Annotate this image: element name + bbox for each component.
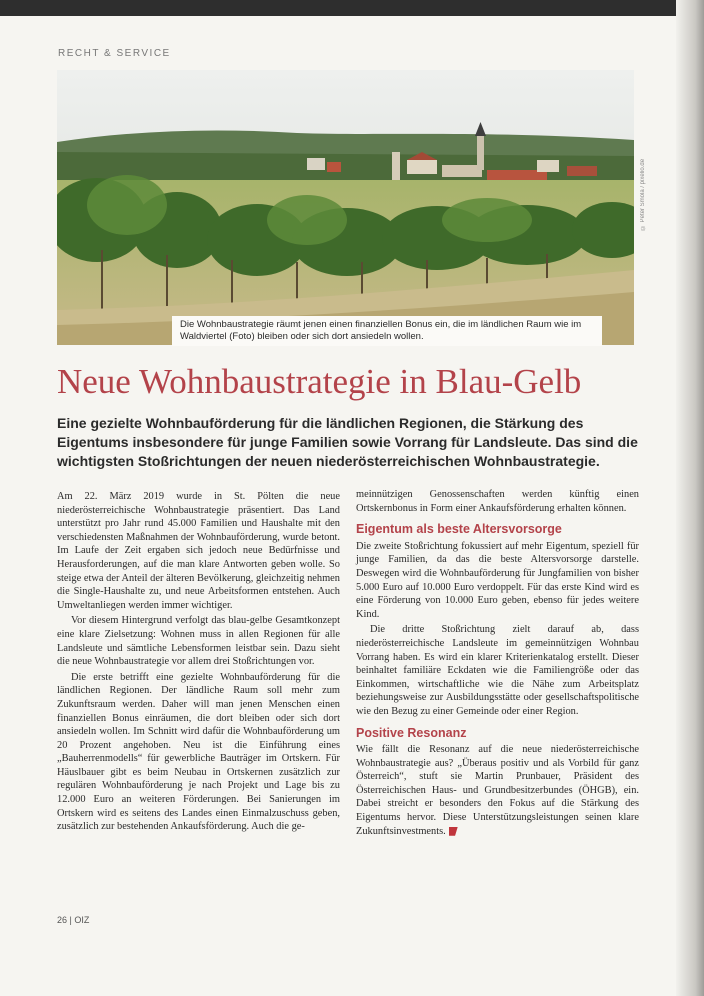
photo-caption: Die Wohnbaustrategie räumt jenen einen finanziellen Bonus ein, die im ländlichen Raum wie im Waldviertel (Foto) bleiben oder sich dort ansiedeln wollen. xyxy=(172,316,602,346)
scan-top-edge xyxy=(0,0,704,16)
page-gutter-shadow xyxy=(676,0,704,996)
paragraph-final-text: Wie fällt die Resonanz auf die neue niederösterreichische Wohnbaustrategie aus? „Überaus positiv und als Vorbild für ganz Österreich“, stuft sie Martin Prunbauer, Präsident des Österreichischen Haus- und Grundbesitzerbundes (ÖHGB), ein. Dabei streicht er besonders den Fokus auf die Stärkung des Eigentums hervor. Diese Unterstützungsleistungen seinen klare Zukunftsinvestments. xyxy=(356,744,639,837)
vineyard-photo xyxy=(57,70,634,345)
paragraph: Vor diesem Hintergrund verfolgt das blau-gelbe Gesamtkonzept eine klare Zielsetzung: Wohnen muss in allen Regionen für alle Landsleute und sämtliche Lebensformen leistbar sein. Dazu sieht die neue Wohnbaustrategie vor allem drei Stoßrichtungen vor. xyxy=(57,615,340,668)
paragraph: Die erste betrifft eine gezielte Wohnbauförderung für die ländlichen Regionen. Der ländliche Raum soll mehr zum Zukunftsraum werden. Daher will man jenen Menschen einen finanziellen Bonus einräumen, die dort bleiben oder sich dort ansiedeln wollen. Im Schnitt wird dafür die Wohnbauförderung um 20 Prozent angehoben. Neu ist die Einführung eines „Bauherrenmodells“ für gewerbliche Bauträger im Ortskern. Für Häuslbauer gibt es beim Neubau in Ortskernen zusätzlich zur regulären Wohnbauförderung je nach Projekt und Lage bis zu 12.000 Euro an weiteren Förderungen. Bei Sanierungen im Ortskern wird es seitens des Landes einen Einmalzuschuss geben, zusätzlich zur bestehenden Ankaufsförderung. Auch die ge- xyxy=(57,671,340,833)
paragraph: Die dritte Stoßrichtung zielt darauf ab, dass niederösterreichische Landsleute im gemeinnützigen Wohnbau Vorrang haben. Es wird ein klarer Kriterienkatalog erstellt. Dieser beinhaltet familiäre Eckdaten wie die Familiengröße oder das Einkommen, wirtschaftliche wie die Nähe zum Arbeitsplatz beziehungsweise zur Ausbildungsstätte oder gesellschaftspolitische wie den Bezug zu einer Gemeinde oder einer Region. xyxy=(356,624,639,717)
page-folio: 26 | OIZ xyxy=(57,915,90,925)
end-mark-icon xyxy=(449,827,458,836)
subheading-eigentum: Eigentum als beste Altersvorsorge xyxy=(356,522,562,537)
subheading-resonanz: Positive Resonanz xyxy=(356,725,467,740)
paragraph: meinnützigen Genossenschaften werden künftig einen Ortskernbonus in Form einer Ankaufsförderung erhalten können. xyxy=(356,489,639,514)
article-lead: Eine gezielte Wohnbauförderung für die ländlichen Regionen, die Stärkung des Eigentums insbesondere für junge Familien sowie Vorrang für Landsleute. Das sind die wichtigsten Stoßrichtungen der neuen niederösterreichischen Wohnbaustrategie. xyxy=(57,415,638,469)
paragraph-final xyxy=(356,743,639,838)
article-headline: Neue Wohnbaustrategie in Blau-Gelb xyxy=(57,362,582,401)
paragraph: Am 22. März 2019 wurde in St. Pölten die neue niederösterreichische Wohnbaustrategie präsentiert. Das Land unterstützt pro Jahr rund 45.000 Familien und Haushalte mit den verschiedensten Maßnahmen der Wohnbauförderung, wurde betont. Im Laufe der Zeit ergaben sich jedoch neue Bedürfnisse und Herausforderungen, auf die man klare Antworten geben wolle. So steige etwa der Anteil der älteren Bevölkerung, gleichzeitig nehmen die Single-Haushalte zu, und neue Arbeitsformen entstehen. Auch Umweltanliegen werden immer wichtiger. xyxy=(57,491,340,611)
section-label: RECHT & SERVICE xyxy=(58,48,171,59)
text-column-left xyxy=(57,490,340,836)
paragraph: Die zweite Stoßrichtung fokussiert auf mehr Eigentum, speziell für junge Familien, da das die beste Altersvorsorge darstelle. Deswegen wird die Wohnbauförderung für Jungfamilien von bisher 5.000 Euro auf 10.000 Euro verdoppelt. Für das erste Kind wird es eine Förderung von 10.000 Euro geben, ebenso für jedes weitere Kind. xyxy=(356,540,639,620)
photo-credit: © Peter Smola / pixelio.de xyxy=(640,158,646,230)
text-column-right xyxy=(356,488,639,840)
